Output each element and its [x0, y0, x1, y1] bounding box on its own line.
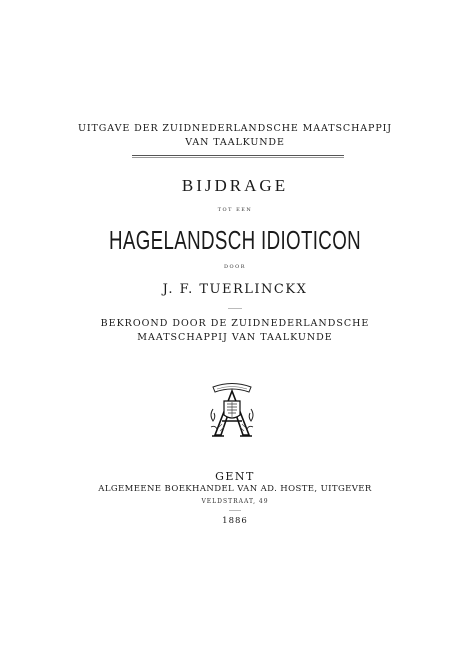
separator-dash	[228, 308, 242, 309]
title-main: BIJDRAGE	[181, 176, 289, 195]
publisher-line-2: VAN TAALKUNDE	[185, 137, 285, 148]
title-subtitle: HAGELANDSCH IDIOTICON	[108, 225, 361, 255]
award-line-1: BEKROOND DOOR DE ZUIDNEDERLANDSCHE	[100, 318, 370, 329]
separator-dash-2	[229, 510, 241, 511]
printer-device-emblem-icon	[207, 381, 257, 439]
byline-door: DOOR	[224, 264, 246, 270]
publication-year: 1886	[222, 516, 248, 526]
top-rule	[132, 155, 344, 156]
publisher-line-1: UITGAVE DER ZUIDNEDERLANDSCHE MAATSCHAPPIJ	[78, 123, 392, 134]
author-name: J. F. TUERLINCKX	[162, 282, 308, 297]
top-rule-secondary	[132, 157, 344, 158]
award-line-2: MAATSCHAPPIJ VAN TAALKUNDE	[137, 332, 333, 343]
imprint-address: VELDSTRAAT, 49	[201, 498, 269, 505]
imprint-publisher: ALGEMEENE BOEKHANDEL VAN AD. HOSTE, UITGEVER	[98, 484, 372, 494]
title-connector: TOT EEN	[217, 207, 253, 213]
imprint-city: GENT	[215, 470, 255, 483]
